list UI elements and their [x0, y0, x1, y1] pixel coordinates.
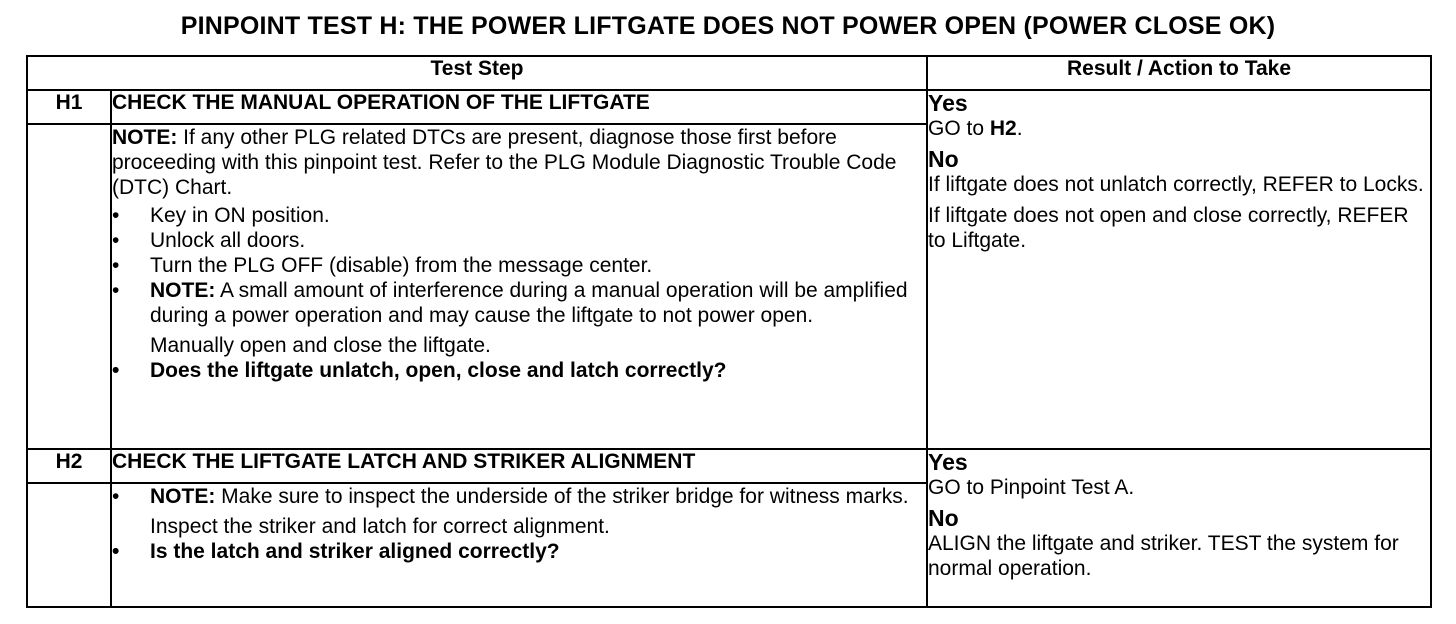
list-item — [112, 228, 926, 253]
h1-bullet-1: Key in ON position. — [150, 204, 330, 227]
h1-bullet-4-text: A small amount of interference during a manual operation will be amplified during a power operation and may cause the liftgate to not power open. — [150, 279, 908, 327]
h2-no-label: No — [928, 505, 959, 532]
h2-yes-action: GO to Pinpoint Test A. — [928, 476, 1135, 500]
h2-question-list — [112, 539, 926, 564]
step-h1-body — [111, 124, 927, 449]
h2-instruction: Inspect the striker and latch for correct alignment. — [150, 515, 610, 539]
bullet-glyph: • — [112, 254, 120, 277]
step-h2-body — [111, 483, 927, 607]
step-h1-result — [927, 90, 1431, 449]
h1-bullet-2: Unlock all doors. — [150, 229, 306, 252]
bullet-glyph: • — [112, 229, 120, 252]
h1-yes-suffix: . — [1016, 117, 1023, 140]
bullet-glyph: • — [112, 279, 120, 302]
header-test-step: Test Step — [27, 56, 927, 90]
step-h1-title: CHECK THE MANUAL OPERATION OF THE LIFTGATE — [111, 90, 927, 124]
h1-no-action-2: If liftgate does not open and close correctly, REFER to Liftgate. — [928, 204, 1409, 252]
list-item — [112, 203, 926, 228]
h2-bullet-list — [112, 484, 926, 509]
list-item — [112, 253, 926, 278]
h1-note-text: If any other PLG related DTCs are present, diagnose those first before proceeding with this pinpoint test. Refer to the PLG Module Diagnostic Trouble Code (DTC) Chart. — [112, 126, 897, 199]
h1-question: Does the liftgate unlatch, open, close and latch correctly? — [150, 359, 727, 382]
bullet-glyph: • — [112, 204, 120, 227]
step-h1-id: H1 — [27, 90, 111, 124]
table-header-row — [27, 56, 1431, 90]
bullet-glyph: • — [112, 359, 120, 382]
h1-instruction: Manually open and close the liftgate. — [150, 334, 491, 357]
list-item — [112, 358, 926, 383]
h2-yes-label: Yes — [928, 449, 968, 476]
bullet-glyph: • — [112, 540, 120, 564]
h1-yes-label: Yes — [928, 90, 968, 116]
h1-no-action-1: If liftgate does not unlatch correctly, REFER to Locks. — [928, 173, 1424, 196]
h1-yes-prefix: GO to — [928, 117, 990, 140]
step-h2-result — [927, 449, 1431, 607]
h1-bullet-3: Turn the PLG OFF (disable) from the message center. — [150, 254, 653, 277]
header-result: Result / Action to Take — [927, 56, 1431, 90]
list-item — [112, 278, 926, 328]
h1-yes-target: H2 — [989, 117, 1017, 140]
h1-no-label: No — [928, 146, 959, 172]
h1-question-list — [112, 358, 926, 383]
step-h2-id-blank — [27, 483, 111, 607]
list-item — [112, 539, 926, 564]
step-h2-title: CHECK THE LIFTGATE LATCH AND STRIKER ALIGNMENT — [111, 449, 927, 483]
pinpoint-test-table — [26, 55, 1432, 608]
page-title: PINPOINT TEST H: THE POWER LIFTGATE DOES NOT POWER OPEN (POWER CLOSE OK) — [180, 12, 1276, 40]
h2-question: Is the latch and striker aligned correctly? — [150, 540, 560, 564]
h1-note-label: NOTE: — [112, 126, 178, 149]
step-h2-id: H2 — [27, 449, 111, 483]
h1-yes-action — [928, 116, 1430, 141]
h1-note — [112, 125, 926, 200]
h2-note-text: Make sure to inspect the underside of the striker bridge for witness marks. — [215, 485, 909, 509]
list-item — [112, 484, 926, 509]
h2-no-action: ALIGN the liftgate and striker. TEST the system for normal operation. — [928, 532, 1399, 581]
bullet-glyph: • — [112, 485, 120, 509]
h2-note-label: NOTE: — [150, 485, 216, 509]
step-h1-id-blank — [27, 124, 111, 449]
h1-bullet-list — [112, 203, 926, 328]
h1-bullet-4-label: NOTE: — [150, 279, 216, 302]
step-h2-title-row — [27, 449, 1431, 483]
step-h1-title-row — [27, 90, 1431, 124]
